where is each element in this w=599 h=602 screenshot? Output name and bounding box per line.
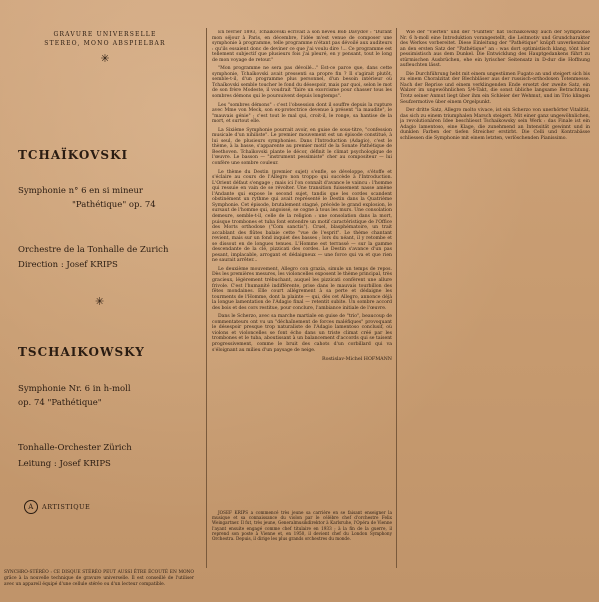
liner-paragraph: Le deuxième mouvement, Allegro con grazia, simule un temps de repos. Dès les premières mesures, les violoncelles exposent le thème principal, très gracieux, légèrement trébuchant, auquel les pizzicati confèrent une allure frivole. C'est l'humanité indifférente, prise dans le mauvais tourbillon des fêtes mondaines. Elle court allégrement à sa perte et dédaigne les tourments de l'Homme, dont la plainte — qui, dès cet Allegro, annonce déjà la longue lamentation de l'Adagio final — retentit subite. Un sombre accord des bois et des cors restitue, pour conclure, l'ambiance initiale de l'œuvre. [212,266,392,311]
liner-paragraph: Le thème du Destin (premier sujet) s'enfle, se développe, s'étoffe et s'éclaire au cours de l'Allegro non troppo qui succède à l'Introduction. L'Orient défaut s'engage ; mais ici l'on connaît d'avance le vaincu : l'homme qui ressuie en vain de se révolter. Une transition fuissement nasse amène l'Andante qui expose le second sujet, tandis que les cordes scandent obstinément un rythme qui avait représenté le Destin dans la Quatrième Symphonie. Cet épisode, brutalement stagné, précède le grand explosion, le sursaut de l'homme qui, angoissé, se cogne à tous les murs. Une consolation demeure, semble-t-il, celle de la religion : une consolation dans la mort, puisque trombones et tuba font entendre un motif caractéristique de l'Office des Morts orthodoxe ("Com sanctis"). Cruel, blasphématoire, un trait accablant des flûtes balaie cette "vue de l'esprit". Le thème chantant revient, mais sur un fond inquiet des basses ; lors du néant, il y retombe et se dissout en de longues tenues. L'Homme est terrassé — sur la gamme descendante de la clé, pizzicati des cordes. Le Destin s'avance d'un pas pesant, implacable, arrogant et dédaigneux — une force qui va et que rien ne saurait arrêter... [212,169,392,264]
composer-name-german: TSCHAIKOWSKY [18,345,145,359]
liner-paragraph: Les "sombres démons" : c'est l'obsession dont il souffre depuis la rupture avec Mme von Meck, son ex-protectrice devenue à présent "la maudite", le "mauvais génie" ; c'est tout le mal qui, croit-il, le ronge, sa hantise de la mort, et surtout elle. [212,102,392,125]
conductor-german: Leitung : Josef KRIPS [18,459,111,469]
bio-paragraph: JOSEF KRIPS a commencé très jeune sa carrière en se faisant enseigner la musique et sa connaissance du violon par le célèbre chef d'orchestre Felix Weingartner. Il fut, très jeune, Generalmusikdirektor à Karlsruhe, l'Opéra de Vienne l'ayant ensuite engagé comme chef titulaire en 1933 ; à la fin de la guerre, il reprend son poste à Vienne et, en 1950, il devient chef du London Symphony Orchestra. Depuis, il dirige les plus grands orchestres du monde. [212,510,392,542]
star-icon: ✳ [100,52,110,65]
label-block [10,30,200,69]
orchestra-french: Orchestre de la Tonhalle de Zurich [18,245,169,255]
symphony-title-german: Symphonie Nr. 6 in h-moll [18,384,131,394]
symphony-subtitle-french: "Pathétique" op. 74 [72,200,156,210]
conductor-french: Direction : Josef KRIPS [18,260,118,270]
liner-paragraph: "Mon programme ne sera pas dévoilé..." Est-ce parce que, dans cette symphonie, Tchaïkovski avait pressenti sa propre fin ? Il s'agirait plutôt, semble-t-il, d'un programme plus personnel, d'un besoin intérieur où Tchaïkovski semble toucher le fond du désespoir, mais par quoi, selon le mot de son frère Modeste, il voudrait "faire un exorcisme pour chasser tous les sombres démons qui le poursuivent depuis longtemps". [212,66,392,100]
liner-paragraph: Dans le Scherzo, avec sa marche martiale en guise de "trio", beaucoup de commentateurs ont vu un "déchaînement de forces maléfiques" provoquant le désespoir presque trop naturaliste de l'Adagio lamentoso conclusif, où violons et violoncelles se font écho dans un triste climat créé par les trombones et le tuba, aboutissant à un balancement d'accords qui se taisent progressivement, comme le bruit des cahots d'un corbillard qui va s'éloignant au milieu d'un paysage de neige. [212,314,392,353]
symphony-subtitle-german: op. 74 "Pathétique" [18,398,102,408]
star-icon: ✳ [95,295,105,308]
author-signature: Rostislav-Michel HOFMANN [322,357,392,363]
symphony-title-french: Symphonie n° 6 en si mineur [18,186,143,196]
column-divider [396,28,397,568]
column-divider [206,28,207,568]
conductor-bio-french [212,510,392,560]
synchro-stereo-notice: SYNCHRO-STÉRÉO : CE DISQUE STÉRÉO PEUT AUSSI ÊTRE ÉCOUTÉ EN MONO grâce à la nouvelle technique de gravure universelle. Il est conseillé de l'utiliser avec un appareil équipé d'une cellule stéréo ou d'un lecteur compatible. [4,570,194,587]
artistique-badge [24,500,90,514]
liner-notes-french [212,30,392,540]
liner-paragraph: La Sixième Symphonie pourrait avoir, en guise de sous-titre, "confession musicale d'un nihiliste". Le premier mouvement est un épisode constitué, à lui seul, de plusieurs symphonies. Dans l'Introduction (Adagio), c'est le thème, à la basse, s'apparente au premier motif de la Sonate Pathétique de Beethoven. Tchaïkovski plante le décor, définit le climat psychologique de l'œuvre. Le basson — "instrument pessimiste" cher au compositeur — lui confère une sombre couleur. [212,127,392,167]
artistique-logo-icon: A [24,500,38,514]
liner-notes-german [400,30,590,440]
artistique-label: ARTISTIQUE [42,503,91,511]
liner-paragraph: En février 1893, Tchaïkovski écrivait à son neveu Bob Davydov : "Durant mon séjour à Paris, en décembre, l'idée m'est venue de composer une symphonie à programme, telle programme n'étant pas dévoilé aux auditeurs : qu'ils essaient donc de deviner ce que j'ai voulu dire !... Ce programme est tellement subjectif que plusieurs fois j'ai pleuré, en y pensant, tout le long de mon voyage de retour." [212,30,392,63]
liner-paragraph: Der dritte Satz, Allegro molto vivace, ist ein Scherzo von unerhörter Vitalität, das sich zu einem triumphalen Marsch steigert. Mit einer ganz ungewöhnlichen, ja revolutionären Idee beschliesst Tschaikowsky sein Werk : das Finale ist ein Adagio lamentoso, eine Klage, die zunehmend an Intensität gewinnt und in dunklen Farben der tiefen Streicher erstirbt. Die Celli und Kontrabässe schliessen die Symphonie mit einem letzten, verlöschenden Pianissimo. [400,108,590,141]
stereo-mono-label: STEREO, MONO ABSPIELBAR [44,40,166,47]
composer-name-french: TCHAÏKOVSKI [18,148,129,162]
gravure-label: GRAVURE UNIVERSELLE [53,31,157,38]
liner-paragraph: Die Durchführung hebt mit einem ungestümen Fugato an und steigert sich bis zu einem Choralzitat der Blechbläser aus der russisch-orthodoxen Totenmesse. Nach der Reprise und einem verklingenden Ende ersetzt der zweite Satz, ein Walzer im ungewöhnlichen 5/4-Takt, die sonst übliche langsame Betrachtung. Trotz seiner Anmut liegt über ihm ein Schleier der Wehmut, und im Trio klingen Seufzermotive über einem Orgelpunkt. [400,71,590,105]
orchestra-german: Tonhalle-Orchester Zürich [18,443,132,453]
liner-paragraph: Wie der "Vierten" und der "Fünften" hat Tschaikowsky auch der Symphonie Nr. 6 h-moll eine Introduktion vorangestellt, die Leitmotiv und Grundcharakter des Werkes vorbereitet. Diese Einleitung der "Pathétique" knüpft unverkennbar an den ersten Satz der "Pathétique" an : was dort optimistisch klang, tönt hier pessimistisch aus dem Dunkel. Die Entwicklung des Hauptgedankens führt zu stürmischen Ausbrüchen, ehe ein lyrischer Seitensatz in D-dur die Hoffnung aufleuchten lässt. [400,30,590,69]
